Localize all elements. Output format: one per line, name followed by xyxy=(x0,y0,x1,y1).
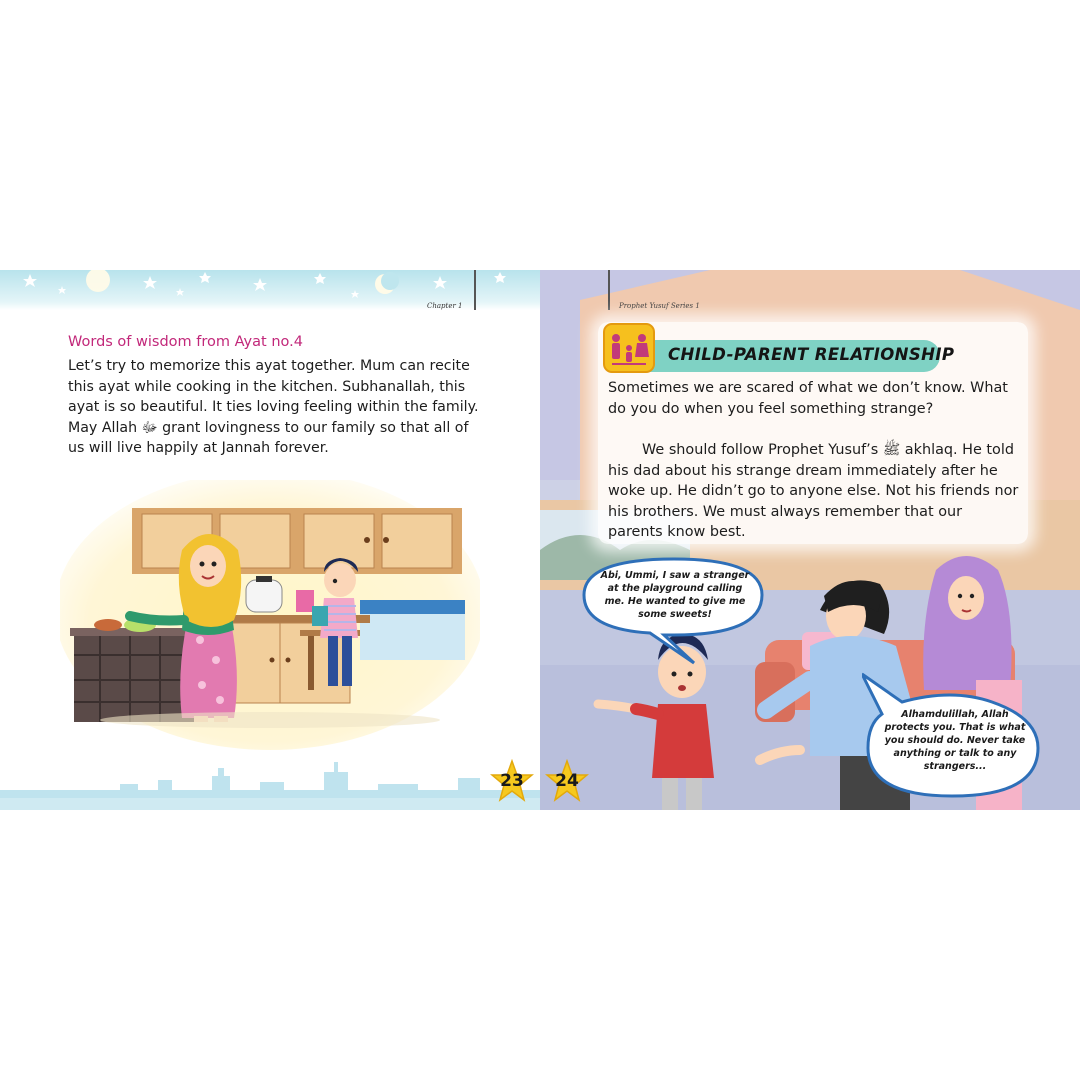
left-page xyxy=(0,270,540,810)
left-body-text: Let’s try to memorize this ayat together. Mum can recite this ayat while cooking in the kitchen. Subhanallah, this ayat is so beautiful. It ties loving feeling within the family. May Allah ﷻ grant lovingness to our family so that all of us will live happily at Jannah forever. xyxy=(68,358,479,457)
parent-speech-text: Alhamdulillah, Allah protects you. That is what you should do. Never take anything or talk to any strangers... xyxy=(884,709,1026,772)
page-number-label: 24 xyxy=(555,771,579,791)
story-text: We should follow Prophet Yusuf’s ﷺ akhlaq. He told his dad about his strange dream immediately after he woke up. He didn’t go to anyone else. Not his friends nor his brothers. We must always remember that our parents know best. xyxy=(608,442,1019,541)
child-speech-text: Abi, Ummi, I saw a stranger at the playground calling me. He wanted to give me some sweets! xyxy=(600,570,750,620)
fold-line xyxy=(474,270,476,310)
book-spread xyxy=(0,270,1080,810)
child-speech-bubble xyxy=(578,555,768,665)
page-number-23 xyxy=(490,759,534,803)
wisdom-title: Words of wisdom from Ayat no.4 xyxy=(68,334,303,350)
parent-speech-bubble xyxy=(862,672,1042,800)
page-number-label: 23 xyxy=(500,771,524,791)
intro-text: Sometimes we are scared of what we don’t know. What do you do when you feel something strange? xyxy=(608,380,1008,417)
chapter-header: Chapter 1 xyxy=(427,302,463,310)
city-skyline-decoration xyxy=(0,750,540,810)
right-page xyxy=(540,270,1080,810)
fold-line-right xyxy=(608,270,610,310)
section-title: CHILD-PARENT RELATIONSHIP xyxy=(668,345,955,364)
family-icon xyxy=(602,322,656,374)
series-header: Prophet Yusuf Series 1 xyxy=(619,302,700,310)
kitchen-illustration xyxy=(60,480,480,750)
page-number-24 xyxy=(545,759,589,803)
